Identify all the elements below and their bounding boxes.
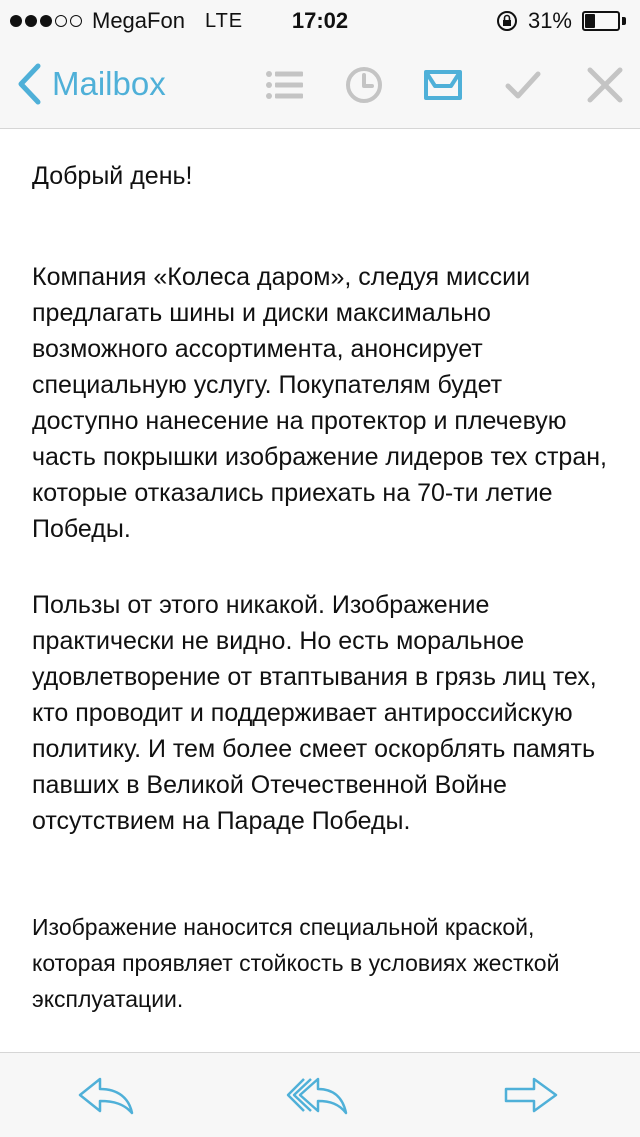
status-time: 17:02 — [291, 8, 349, 33]
email-paragraph: Компания «Колеса даром», следуя миссии предлагать шины и диски максимально возможного ассортимента, анонсирует специальную услугу. Покупателям будет доступно нанесение на протектор и плечевую часть покрышки изображение лидеров тех стран, которые отказались приехать на 70-ти летие Победы. — [32, 263, 607, 543]
checkmark-icon[interactable] — [502, 64, 544, 106]
email-paragraph: Изображение наносится специальной краской, которая проявляет стойкость в условиях жесткой эксплуатации. — [32, 914, 560, 1012]
back-button-label: Mailbox — [52, 65, 166, 102]
status-right — [496, 8, 626, 34]
list-icon[interactable] — [263, 64, 305, 106]
rotation-lock-icon — [496, 10, 518, 32]
navigation-bar — [0, 40, 640, 129]
status-bar — [0, 0, 640, 40]
reply-all-icon[interactable] — [286, 1073, 350, 1117]
bottom-toolbar — [0, 1052, 640, 1137]
network-type: LTE — [204, 9, 244, 32]
archive-tray-icon[interactable] — [422, 64, 464, 106]
forward-icon[interactable] — [500, 1073, 564, 1117]
email-paragraph: Пользы от этого никакой. Изображение практически не видно. Но есть моральное удовлетворение от втаптывания в грязь лиц тех, кто проводит и поддерживает антироссийскую политику. И тем более смеет оскорблять память павших в Великой Отечественной Войне отсутствием на Параде Победы. — [32, 591, 597, 835]
chevron-left-icon — [16, 62, 42, 106]
clock-icon[interactable] — [343, 64, 385, 106]
carrier-name: MegaFon — [92, 8, 185, 33]
email-greeting: Добрый день! — [32, 162, 193, 190]
close-icon[interactable] — [584, 64, 626, 106]
battery-icon — [582, 11, 626, 31]
reply-icon[interactable] — [74, 1073, 138, 1117]
battery-percent: 31% — [527, 8, 572, 33]
back-button[interactable] — [16, 62, 166, 106]
